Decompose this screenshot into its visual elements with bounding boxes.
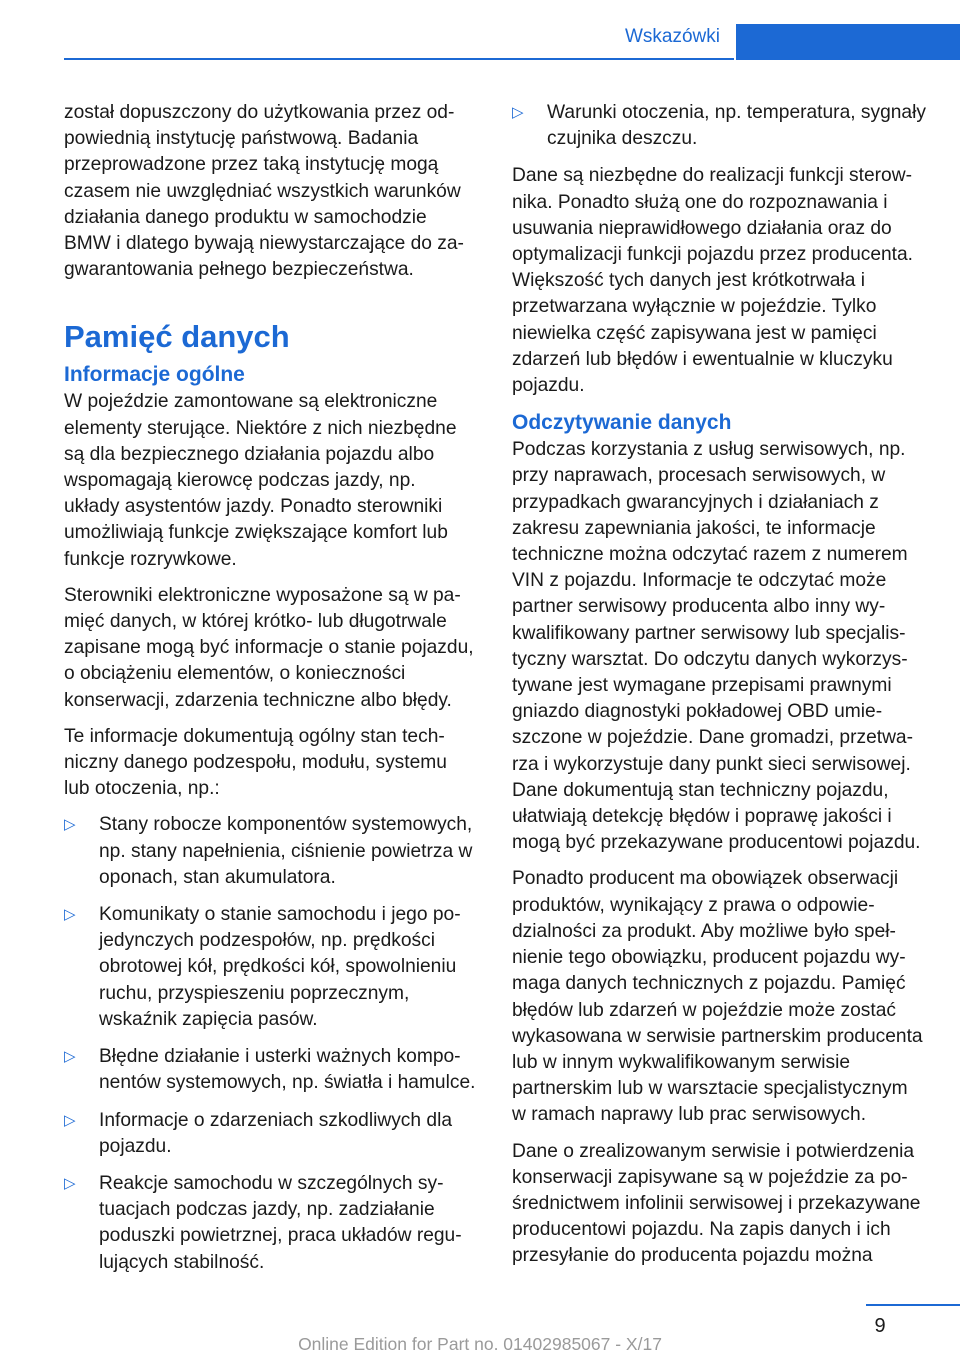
list-item: [64, 1108, 476, 1160]
subheading-general-info: Informacje ogólne: [64, 363, 245, 387]
left-column: [64, 100, 476, 1287]
section-title: Pamięć danych: [64, 319, 290, 355]
right-column: [512, 100, 926, 1280]
subheading-reading-data: Odczytywanie danych: [512, 411, 732, 435]
bullet-list: [512, 100, 926, 152]
triangle-bullet-icon: ▷: [512, 104, 524, 121]
edition-footer: Online Edition for Part no. 01402985067 - X/17: [298, 1334, 662, 1354]
paragraph: Sterowniki elektroniczne wyposażone są w pamięć danych, w której krótko- lub długotrwale zapisane mogą być informacje o stanie pojazdu, o obciążeniu elementów, o konieczności konserwacji, zdarzenia techniczne albo błędy.: [64, 584, 474, 711]
list-item-text: Reakcje samochodu w szczególnych sytuacjach podczas jazdy, np. zadziałanie poduszki powietrznej, praca układów regulujących stabilność.: [99, 1172, 462, 1273]
paragraph: W pojeździe zamontowane są elektroniczne elementy sterujące. Niektóre z nich niezbędne są dla bezpiecznego działania pojazdu albo wspomagają kierowcę podczas jazdy, np. układy asystentów jazdy. Ponadto sterowniki umożliwiają funkcje zwiększające komfort lub funkcje rozrywkowe.: [64, 391, 457, 570]
triangle-bullet-icon: ▷: [64, 906, 76, 924]
paragraph: Dane są niezbędne do realizacji funkcji sterownika. Ponadto służą one do rozpoznawania i usuwania nieprawidłowego działania oraz do optymalizacji funkcji pojazdu przez producenta. Większość tych danych jest krótkotrwała i przetwarzana wyłącznie w pojeździe. Tylko niewielka część zapisywana jest w pamięci zdarzeń lub błędów i ewentualnie w kluczyku pojazdu.: [512, 165, 914, 397]
bullet-list: [64, 812, 476, 1275]
running-header-title: Wskazówki: [624, 26, 720, 47]
footer-rule: [866, 1304, 960, 1306]
paragraph: Dane o zrealizowanym serwisie i potwierdzenia konserwacji zapisywane są w pojeździe za pośrednictwem infolinii serwisowej i przekazywane producentowi pojazdu. Na zapis danych i ich przesyłanie do producenta pojazdu można: [512, 1140, 921, 1267]
list-item: [64, 902, 476, 1033]
list-item-text: Komunikaty o stanie samochodu i jego pojedynczych podzespołów, np. prędkości obrotowej kół, prędkości kół, spowolnieniu ruchu, przyspieszeniu poprzecznym, wskaźnik zapięcia pasów.: [99, 904, 461, 1030]
triangle-bullet-icon: ▷: [64, 816, 76, 834]
triangle-bullet-icon: ▷: [64, 1111, 76, 1129]
list-item: [64, 1044, 476, 1096]
triangle-bullet-icon: ▷: [64, 1048, 76, 1066]
paragraph: Podczas korzystania z usług serwisowych, np. przy naprawach, procesach serwisowych, w przypadkach gwarancyjnych i działaniach z zakresu zapewniania jakości, te informacje techniczne można odczytać razem z numerem VIN z pojazdu. Informacje te odczytać może partner serwisowy producenta albo inny wykwalifikowany partner serwisowy lub specjalistyczny warsztat. Do odczytu danych wykorzystywane jest wymagane przepisami prawnymi gniazdo diagnostyki pokładowej OBD umieszczone w pojeździe. Dane gromadzi, przetwarza i wykorzystuje dany punkt sieci serwisowej. Dane dokumentują stan techniczny pojazdu, ułatwiają detekcję błędów i poprawę jakości i mogą być przekazywane producentowi pojazdu.: [512, 439, 921, 854]
list-item: [64, 1171, 476, 1276]
list-item: [512, 100, 926, 152]
intro-paragraph: został dopuszczony do użytkowania przez odpowiednią instytucję państwową. Badania przeprowadzone przez taką instytucję mogą czasem nie uwzględniać wszystkich warunków działania danego produktu w samochodzie BMW i dlatego bywają niewystarczające do zagwarantowania pełnego bezpieczeństwa.: [64, 102, 464, 281]
header-color-block: [736, 24, 960, 60]
paragraph: Te informacje dokumentują ogólny stan techniczny danego podzespołu, modułu, systemu lub otoczenia, np.:: [64, 725, 447, 800]
list-item-text: Błędne działanie i usterki ważnych komponentów systemowych, np. światła i hamulce.: [99, 1046, 476, 1094]
paragraph: Ponadto producent ma obowiązek obserwacji produktów, wynikający z prawa o odpowiedzialności za produkt. Aby możliwe było spełnienie tego obowiązku, producent pojazdu wymaga danych technicznych z pojazdu. Pamięć błędów lub zdarzeń w pojeździe może zostać wykasowana w serwisie partnerskim producenta lub w innym wykwalifikowanym serwisie partnerskim lub w warsztacie specjalistycznym w ramach naprawy lub prac serwisowych.: [512, 868, 923, 1126]
triangle-bullet-icon: ▷: [64, 1174, 76, 1192]
list-item-text: Informacje o zdarzeniach szkodliwych dla pojazdu.: [99, 1109, 453, 1157]
list-item: [64, 812, 476, 891]
page-number: 9: [874, 1315, 886, 1337]
list-item-text: Warunki otoczenia, np. temperatura, sygnały czujnika deszczu.: [547, 102, 926, 150]
list-item-text: Stany robocze komponentów systemowych, np. stany napełnienia, ciśnienie powietrza w oponach, stan akumulatora.: [99, 814, 473, 888]
header-rule: [64, 58, 734, 60]
